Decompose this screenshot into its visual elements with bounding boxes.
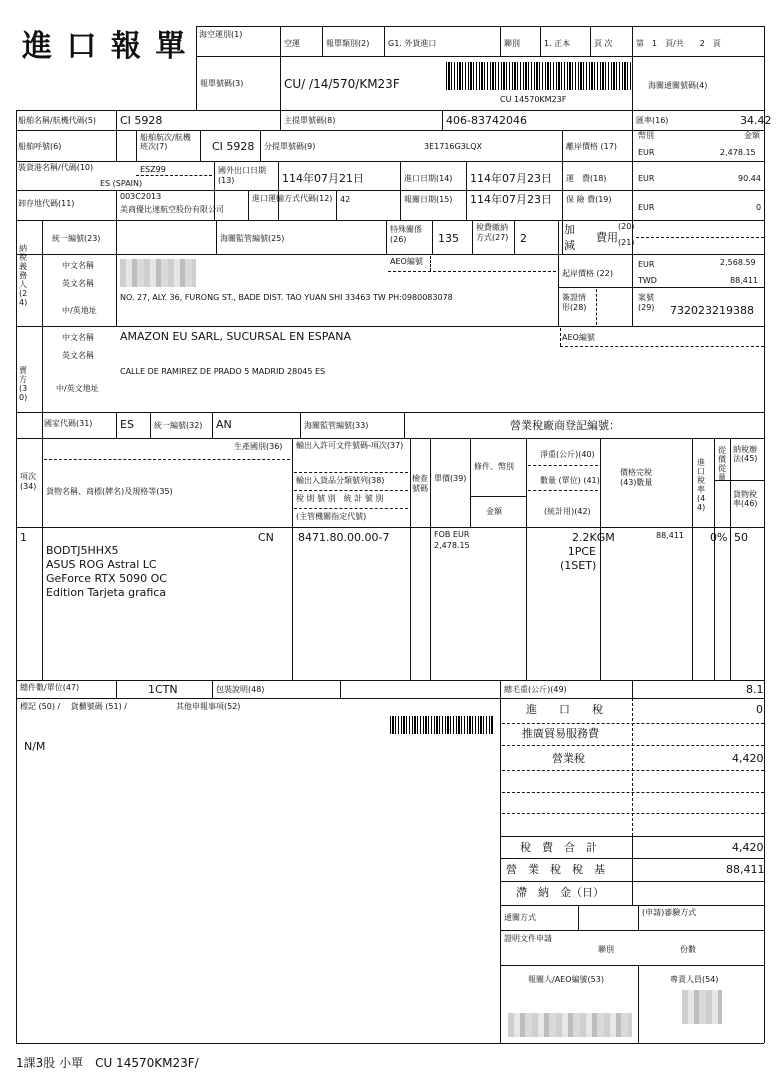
officer-label: 專責人員(54): [670, 975, 719, 984]
packages-label: 總件數/單位(47): [20, 683, 80, 692]
importer-name-redacted: [120, 259, 196, 287]
officer-redacted: [682, 990, 722, 1024]
clearance-method-label: 通關方式: [504, 913, 536, 922]
report-date-label: 報關日期(15): [404, 195, 453, 204]
stat-unit-header: (統計用)(42): [544, 507, 591, 516]
item-desc-line-1: BODTJ5HHX5: [46, 544, 119, 557]
importer-address: NO. 27, ALY. 36, FURONG ST., BADE DIST. TAO YUAN SHI 33463 TW PH:0980083078: [120, 293, 453, 302]
amount-label: 金額: [744, 131, 760, 140]
marks-label: 標記 (50) / 貨櫃號碼 (51) /: [20, 702, 127, 711]
commodity-tax-header: 貨物稅率(46): [733, 490, 758, 508]
gross-weight-value: 8.1: [746, 683, 764, 696]
seller-name: AMAZON EU SARL, SUCURSAL EN ESPANA: [120, 330, 351, 343]
item-desc-line-3: GeForce RTX 5090 OC: [46, 572, 167, 585]
transport-value: 42: [340, 195, 351, 204]
vessel-label: 船舶名稱/航機代碼(5): [18, 116, 97, 125]
exrate-label: 匯率(16): [636, 116, 669, 125]
declaration-barcode: [446, 62, 632, 90]
broker-redacted: [508, 1013, 632, 1037]
origin-header: 生產國別(36): [234, 442, 283, 451]
net-weight-header: 淨重(公斤)(40): [540, 450, 595, 459]
payment-method-label: 稅費繳納方式(27): [476, 223, 509, 242]
unload-name: 美商優比速航空股份有限公司: [120, 205, 224, 214]
business-tax-label: 營業稅: [552, 752, 585, 765]
tax-method-header: 納稅辦法(45): [733, 445, 758, 463]
cif-label: 起岸價格 (22): [562, 269, 613, 278]
item-no-header: 項次(34): [20, 472, 37, 491]
seller-uid-value: AN: [216, 418, 232, 431]
authority-code-header: (主管機關指定代號): [296, 512, 367, 521]
valuation-method-header: 從價從量: [718, 446, 726, 482]
tariff-stat-header: 稅 則 號 別 統 計 號 別: [296, 494, 384, 503]
importer-monitor-label: 海關監管編號(25): [220, 234, 285, 243]
unload-code: 003C2013: [120, 192, 162, 201]
page-label: 頁 次: [594, 39, 613, 48]
importer-uid-label: 統一編號(23): [52, 234, 101, 243]
port-name: ES (SPAIN): [100, 179, 143, 188]
freight-currency: EUR: [638, 174, 655, 183]
hs-header: 輸出入貨品分類號列(38): [296, 476, 385, 485]
currency-label: 幣別: [638, 131, 654, 140]
tax-base-label: 營 業 稅 稅 基: [506, 863, 605, 876]
insurance-label: 保 險 費(19): [566, 195, 612, 204]
declaration-type-label: 報單類別(2): [326, 39, 370, 48]
sea-air-value: 空運: [284, 39, 300, 48]
copy-label: 聯別: [504, 39, 520, 48]
voyage-value: CI 5928: [212, 140, 255, 153]
declaration-no-value: CU/ /14/570/KM23F: [284, 77, 400, 91]
insurance-currency: EUR: [638, 203, 655, 212]
fee-no-top: (20): [618, 222, 635, 231]
cif-eur-amount: 2,568.59: [720, 258, 756, 267]
other-declarations-label: 其他申報事項(52): [176, 702, 241, 711]
item-barcode: [390, 716, 494, 734]
copy-value: 1. 正本: [544, 39, 571, 48]
export-date-value: 114年07月21日: [282, 172, 364, 185]
add-label: 加: [564, 223, 575, 236]
certificate-request-label: 證明文件申請: [504, 934, 552, 943]
late-fee-label: 滯 納 金（日）: [516, 886, 604, 899]
dutiable-value-header: 價格完稅 (43)數量: [620, 468, 653, 487]
item-no: 1: [20, 531, 27, 544]
amount-header: 金額: [486, 507, 502, 516]
quantity-header: 數量 (單位) (41): [540, 476, 600, 485]
import-rate-header: 進口稅率(44): [697, 458, 706, 512]
form-title: 進 口 報 單: [22, 29, 188, 64]
fob-label: 離岸價格 (17): [566, 142, 617, 151]
voyage-label: 船舶航次/航機班次(7): [140, 133, 191, 151]
packages-value: 1CTN: [148, 683, 178, 696]
taxpayer-side-label: 納稅義務人(24): [19, 244, 28, 307]
gross-weight-label: 總毛重(公斤)(49): [504, 685, 567, 694]
page-value: 第 1 頁/共 2 頁: [636, 39, 721, 48]
case-no-value: 732023219388: [670, 304, 754, 317]
item-desc-line-4: Edition Tarjeta grafica: [46, 586, 167, 599]
total-tax-value: 4,420: [732, 841, 764, 854]
business-tax-value: 4,420: [732, 752, 764, 765]
importer-addr-label: 中/英地址: [62, 306, 97, 315]
declaration-type-value: G1. 外貨進口: [388, 39, 437, 48]
trade-promotion-fee-label: 推廣貿易服務費: [522, 727, 599, 740]
port-code: ESZ99: [140, 165, 166, 174]
fob-currency: EUR: [638, 148, 655, 157]
business-reg-label: 營業稅廠商登記編號：: [510, 419, 620, 432]
seller-aeo-label: AEO編號: [562, 333, 595, 342]
item-rate: 0%: [710, 531, 728, 544]
seller-monitor-label: 海關監管編號(33): [304, 421, 369, 430]
freight-amount: 90.44: [738, 174, 761, 183]
case-no-label: 案號(29): [638, 293, 655, 312]
country-label: 國家代碼(31): [44, 419, 93, 428]
permit-header: 輸出入許可文件號碼-項次(37): [296, 441, 404, 450]
cif-eur: EUR: [638, 260, 655, 269]
import-date-label: 進口日期(14): [404, 174, 453, 183]
seller-cn-label: 中文名稱: [62, 333, 94, 342]
import-date-value: 114年07月23日: [470, 172, 552, 185]
seller-en-label: 英文名稱: [62, 351, 94, 360]
exrate-value: 34.42: [740, 114, 772, 127]
check-no-header: 檢查號碼: [412, 474, 428, 493]
marks-value: N/M: [24, 740, 46, 753]
unit-price-header: 單價(39): [434, 474, 467, 483]
item-quantity: 1PCE: [567, 545, 596, 558]
fob-amount: 2,478.15: [720, 148, 756, 157]
freight-label: 運 費(18): [566, 174, 607, 183]
pack-desc-label: 包裝說明(48): [216, 685, 265, 694]
item-price: 2,478.15: [434, 541, 470, 550]
special-relation-label: 特殊關係(26): [390, 225, 422, 244]
unload-label: 卸存地代碼(11): [18, 199, 75, 208]
master-bl-label: 主提單號碼(8): [284, 116, 336, 125]
subtract-label: 減: [564, 239, 575, 252]
export-date-label: 國外出口日期(13): [218, 166, 266, 185]
item-terms: FOB EUR: [434, 530, 470, 539]
country-value: ES: [120, 418, 134, 431]
house-bl-label: 分提單號碼(9): [264, 142, 316, 151]
importer-en-label: 英文名稱: [62, 279, 94, 288]
inspection-method-label: (申請)審驗方式: [642, 908, 697, 917]
vessel-value: CI 5928: [120, 114, 163, 127]
barcode-text: CU 14570KM23F: [500, 95, 567, 104]
importer-aeo-label: AEO編號: [390, 257, 423, 266]
callsign-label: 船舶呼號(6): [18, 142, 62, 151]
certificate-copies-label: 份數: [680, 945, 696, 954]
fee-label: 費用: [596, 231, 618, 244]
item-tax-method: 50: [734, 531, 748, 544]
item-desc-line-2: ASUS ROG Astral LC: [46, 558, 157, 571]
item-dutiable-value: 88,411: [656, 531, 684, 540]
item-stat-quantity: (1SET): [560, 559, 597, 572]
tax-base-value: 88,411: [726, 863, 765, 876]
item-hs-code: 8471.80.00.00-7: [298, 531, 390, 544]
seller-uid-label: 統一編號(32): [154, 421, 203, 430]
cif-twd: TWD: [638, 276, 657, 285]
fee-no-bottom: (21): [618, 238, 635, 247]
item-net-weight: 2.2KGM: [572, 531, 615, 544]
master-bl-value: 406-83742046: [446, 114, 527, 127]
seller-side-label: 賣方(30): [19, 366, 28, 402]
import-duty-label: 進 口 稅: [526, 703, 603, 716]
footer-text: 1課3股 小單 CU 14570KM23F/: [16, 1056, 199, 1070]
item-origin: CN: [258, 531, 274, 544]
description-header: 貨物名稱、商標(牌名)及規格等(35): [46, 487, 173, 496]
report-date-value: 114年07月23日: [470, 193, 552, 206]
insurance-amount: 0: [756, 203, 762, 212]
importer-cn-label: 中文名稱: [62, 261, 94, 270]
terms-currency-header: 條件、幣別: [474, 462, 514, 471]
cif-twd-amount: 88,411: [730, 276, 758, 285]
import-duty-value: 0: [756, 703, 763, 716]
customs-notice-label: 海關通關號碼(4): [648, 81, 708, 90]
seller-address: CALLE DE RAMIREZ DE PRADO 5 MADRID 28045 ES: [120, 367, 326, 376]
declaration-no-label: 報單號碼(3): [200, 79, 244, 88]
total-tax-label: 稅 費 合 計: [520, 841, 597, 854]
seller-addr-label: 中/英文地址: [56, 384, 99, 393]
special-relation-value: 135: [438, 232, 459, 245]
port-label: 裝貨港名稱/代碼(10): [18, 163, 94, 172]
transport-label: 進口運輸方式代碼(12): [252, 194, 333, 203]
broker-label: 報關人/AEO編號(53): [528, 975, 604, 984]
house-bl-value: 3E1716G3LQX: [424, 142, 483, 151]
certificate-copy-type-label: 聯別: [598, 945, 614, 954]
payment-method-value: 2: [520, 232, 527, 245]
sea-air-label: 海空運別(1): [199, 30, 243, 39]
certificate-label: 簽證情形(28): [562, 293, 587, 312]
